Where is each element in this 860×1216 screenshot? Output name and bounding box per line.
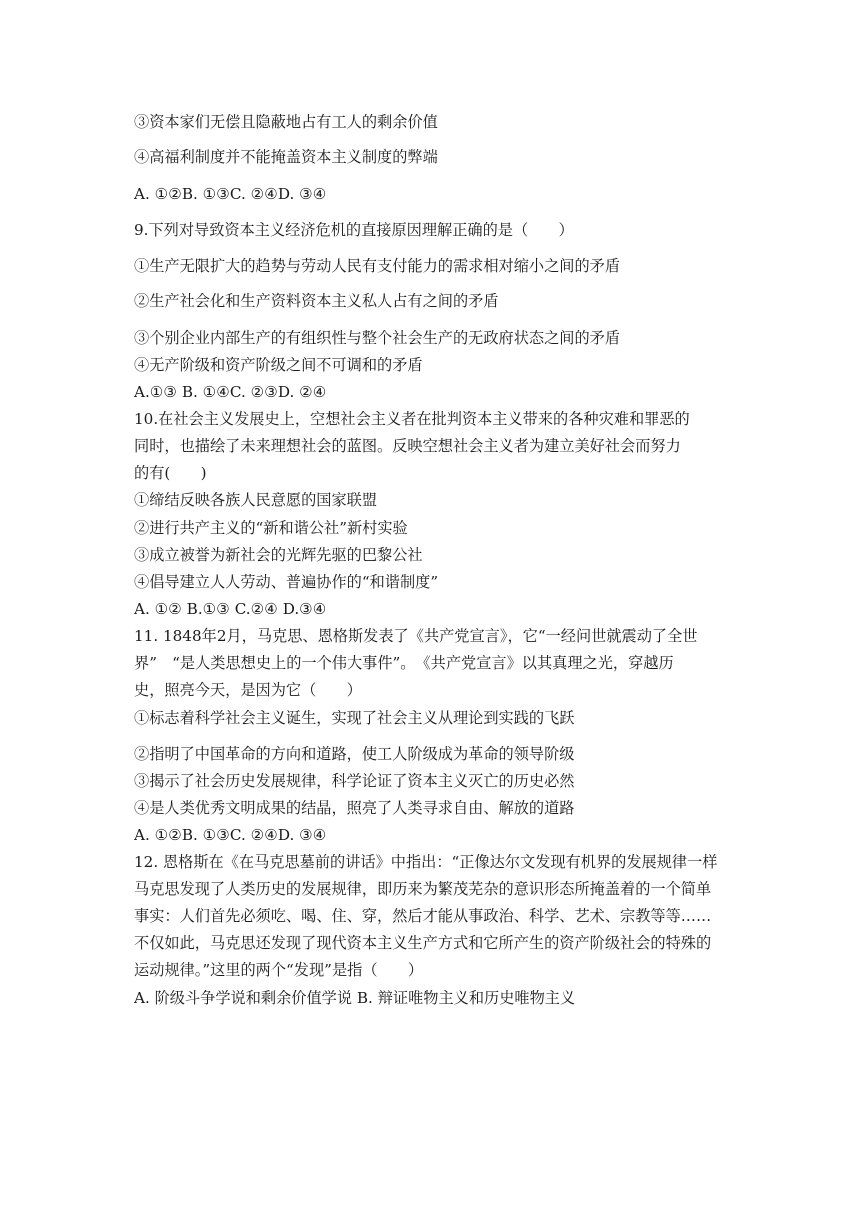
text-line: 史，照亮今天，是因为它（ ） [134, 681, 362, 699]
text-line: ①标志着科学社会主义诞生，实现了社会主义从理论到实践的飞跃 [134, 709, 575, 727]
text-line: 事实：人们首先必须吃、喝、住、穿，然后才能从事政治、科学、艺术、宗教等等…… [134, 907, 712, 925]
text-line: 马克思发现了人类历史的发展规律，即历来为繁茂芜杂的意识形态所掩盖着的一个简单 [134, 880, 712, 898]
text-line: ①生产无限扩大的趋势与劳动人民有支付能力的需求相对缩小之间的矛盾 [134, 257, 620, 275]
text-line: ④高福利制度并不能掩盖资本主义制度的弊端 [134, 148, 438, 166]
text-line: ④倡导建立人人劳动、普遍协作的“和谐制度” [134, 573, 439, 591]
text-line: ②指明了中国革命的方向和道路，使工人阶级成为革命的领导阶级 [134, 745, 575, 763]
text-line: 不仅如此，马克思还发现了现代资本主义生产方式和它所产生的资产阶级社会的特殊的 [134, 934, 712, 952]
text-line: ③揭示了社会历史发展规律，科学论证了资本主义灭亡的历史必然 [134, 772, 575, 790]
text-line: A.①③ B. ①④C. ②③D. ②④ [134, 383, 327, 401]
text-line: 运动规律。”这里的两个“发现”是指（ ） [134, 961, 424, 979]
text-line: A. 阶级斗争学说和剩余价值学说 B. 辩证唯物主义和历史唯物主义 [134, 989, 576, 1007]
text-line: ②生产社会化和生产资料资本主义私人占有之间的矛盾 [134, 292, 499, 310]
text-line: ④是人类优秀文明成果的结晶，照亮了人类寻求自由、解放的道路 [134, 799, 575, 817]
text-line: ③个别企业内部生产的有组织性与整个社会生产的无政府状态之间的矛盾 [134, 329, 620, 347]
text-line: A. ①② B.①③ C.②④ D.③④ [134, 600, 327, 618]
text-line: ②进行共产主义的“新和谐公社”新村实验 [134, 519, 408, 537]
text-line: A. ①②B. ①③C. ②④D. ③④ [134, 826, 327, 844]
text-line: ③成立被誉为新社会的光辉先驱的巴黎公社 [134, 546, 423, 564]
text-line: 界” “是人类思想史上的一个伟大事件”。 《共产党宣言》以其真理之光，穿越历 [134, 654, 674, 672]
question-11-stem: 11. 1848年2月，马克思、恩格斯发表了《共产党宣言》，它“一经问世就震动了全世 [134, 627, 698, 645]
text-line: ④无产阶级和资产阶级之间不可调和的矛盾 [134, 356, 423, 374]
text-line: ③资本家们无偿且隐蔽地占有工人的剩余价值 [134, 113, 438, 131]
question-9-stem: 9.下列对导致资本主义经济危机的直接原因理解正确的是（ ） [134, 221, 574, 239]
question-10-stem: 10.在社会主义发展史上，空想社会主义者在批判资本主义带来的各种灾难和罪恶的 [134, 410, 690, 428]
text-line: 的有( ) [134, 464, 207, 482]
text-line: 同时，也描绘了未来理想社会的蓝图。反映空想社会主义者为建立美好社会而努力 [134, 437, 681, 455]
text-line: ①缔结反映各族人民意愿的国家联盟 [134, 491, 377, 509]
question-12-stem: 12. 恩格斯在《在马克思墓前的讲话》中指出：“正像达尔文发现有机界的发展规律一样 [134, 853, 718, 871]
text-line: A. ①②B. ①③C. ②④D. ③④ [134, 185, 327, 203]
